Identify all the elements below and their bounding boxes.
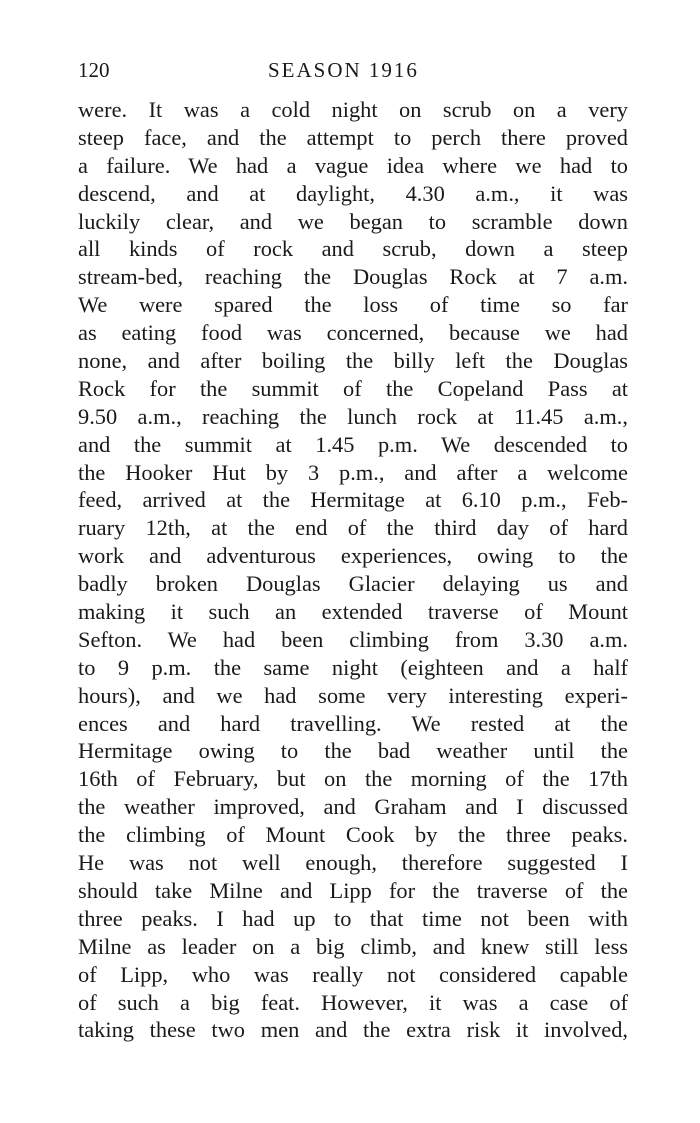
text-line: Hermitage owing to the bad weather until the [78, 738, 628, 764]
text-line: feed, arrived at the Hermitage at 6.10 p.m., Feb- [78, 487, 628, 513]
text-line: work and adventurous experiences, owing to the [78, 543, 628, 569]
text-line: stream-bed, reaching the Douglas Rock at 7 a.m. [78, 264, 628, 290]
text-line: ences and hard travelling. We rested at the [78, 710, 628, 736]
text-line: were. It was a cold night on scrub on a very [78, 97, 628, 122]
text-line: none, and after boiling the billy left the Douglas [78, 348, 628, 374]
body-text [78, 96, 628, 1044]
text-line: 16th of February, but on the morning of the 17th [78, 766, 628, 792]
text-line: and the summit at 1.45 p.m. We descended to [78, 431, 628, 457]
text-line: the climbing of Mount Cook by the three peaks. [78, 822, 628, 848]
text-line: making it such an extended traverse of Mount [78, 599, 628, 625]
text-line: He was not well enough, therefore suggested I [78, 850, 628, 876]
text-line: badly broken Douglas Glacier delaying us and [78, 571, 628, 597]
text-line: 9.50 a.m., reaching the lunch rock at 11.45 a.m., [78, 403, 628, 429]
text-line: steep face, and the attempt to perch there proved [78, 124, 628, 150]
text-line: Sefton. We had been climbing from 3.30 a.m. [78, 626, 628, 652]
text-line: descend, and at daylight, 4.30 a.m., it was [78, 180, 628, 206]
text-line: all kinds of rock and scrub, down a steep [78, 236, 628, 262]
page-number: 120 [78, 58, 110, 82]
text-line: ruary 12th, at the end of the third day of hard [78, 515, 628, 541]
text-line: three peaks. I had up to that time not been with [78, 905, 628, 931]
text-line: taking these two men and the extra risk it involved, [78, 1017, 628, 1043]
text-line: the Hooker Hut by 3 p.m., and after a welcome [78, 459, 628, 485]
text-line: should take Milne and Lipp for the traverse of the [78, 877, 628, 903]
text-line: to 9 p.m. the same night (eighteen and a half [78, 654, 628, 680]
text-line: as eating food was concerned, because we had [78, 320, 628, 346]
text-line: a failure. We had a vague idea where we had to [78, 152, 628, 178]
page-header [78, 58, 628, 88]
text-line: of Lipp, who was really not considered capable [78, 961, 628, 987]
text-line: the weather improved, and Graham and I discussed [78, 794, 628, 820]
text-line: Milne as leader on a big climb, and knew still less [78, 933, 628, 959]
running-head: SEASON 1916 [268, 58, 419, 82]
text-line: Rock for the summit of the Copeland Pass at [78, 375, 628, 401]
text-line: luckily clear, and we began to scramble down [78, 208, 628, 234]
text-line: of such a big feat. However, it was a case of [78, 989, 628, 1015]
text-line: We were spared the loss of time so far [78, 292, 628, 318]
text-line: hours), and we had some very interesting experi- [78, 682, 628, 708]
